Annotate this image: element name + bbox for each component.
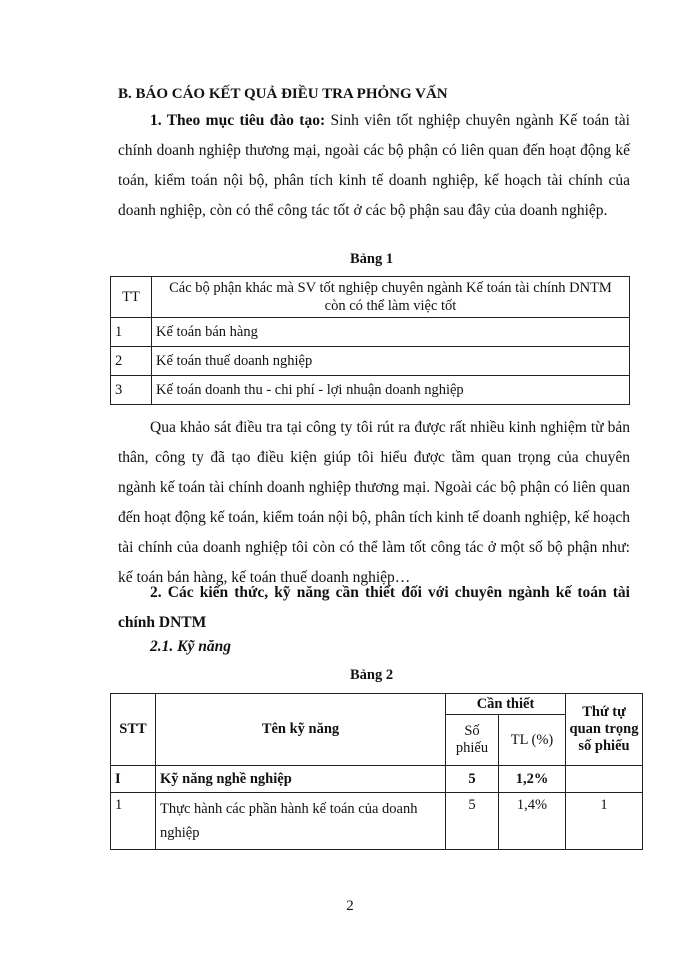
table1-cell-text: Kế toán doanh thu - chi phí - lợi nhuận doanh nghiệp [152,376,630,405]
paragraph-text: Sinh viên tốt nghiệp chuyên ngành Kế toán tài chính doanh nghiệp thương mại, ngoài các bộ phận có liên quan đến hoạt động kế toán, kiểm toán nội bộ, phân tích kinh tế doanh nghiệp, kế hoạch tài chính của doanh nghiệp, còn có thể công tác tốt ở các bộ phận sau đây của doanh nghiệp. [118,112,630,219]
table2-cell-name: Kỹ năng nghề nghiệp [156,766,446,793]
table2-cell-stt: I [111,766,156,793]
table2-header-votes: Số phiếu [446,715,499,766]
table1-cell-no: 3 [111,376,152,405]
table1-header-tt: TT [111,277,152,318]
table-1 [110,276,630,405]
page-number: 2 [346,898,354,914]
table2-header-ratio: TL (%) [499,715,566,766]
section-heading: B. BÁO CÁO KẾT QUẢ ĐIỀU TRA PHỎNG VẤN [118,86,448,102]
heading-knowledge-skills: 2. Các kiến thức, kỹ năng cần thiết đối với chuyên ngành kế toán tài chính DNTM [118,584,630,631]
table1-caption: Bảng 1 [350,251,394,267]
paragraph-lead: 1. Theo mục tiêu đào tạo: [150,112,326,129]
table2-header-rank: Thứ tự quan trọng số phiếu [566,694,643,766]
table2-cell-ratio: 1,4% [499,793,566,850]
table1-cell-text: Kế toán bán hàng [152,318,630,347]
table2-cell-ratio: 1,2% [499,766,566,793]
table2-cell-votes: 5 [446,766,499,793]
paragraph-training-goals [118,106,630,226]
table2-cell-rank [566,766,643,793]
table1-cell-no: 1 [111,318,152,347]
table2-header-need: Cần thiết [446,694,566,715]
table1-header-desc: Các bộ phận khác mà SV tốt nghiệp chuyên ngành Kế toán tài chính DNTM còn có thể làm việc tốt [152,277,630,318]
table-row [111,766,643,793]
table2-caption: Bảng 2 [350,667,394,683]
table1-header-row [111,277,630,318]
table-row [111,793,643,850]
table-row [111,318,630,347]
heading-skills: 2.1. Kỹ năng [150,638,231,655]
table1-cell-text: Kế toán thuế doanh nghiệp [152,347,630,376]
table-2 [110,693,643,850]
table-row [111,376,630,405]
table2-header-stt: STT [111,694,156,766]
paragraph-survey: Qua khảo sát điều tra tại công ty tôi rút ra được rất nhiều kinh nghiệm từ bản thân, công ty đã tạo điều kiện giúp tôi hiểu được tầm quan trọng của chuyên ngành kế toán tài chính doanh nghiệp thương mại. Ngoài các bộ phận có liên quan đến hoạt động kế toán, kiểm toán nội bộ, phân tích kinh tế doanh nghiệp, kế hoạch tài chính của doanh nghiệp tôi còn có thể làm tốt công tác ở một số bộ phận như: kế toán bán hàng, kế toán thuế doanh nghiệp… [118,419,630,586]
table-row [111,347,630,376]
table2-cell-name: Thực hành các phần hành kế toán của doanh nghiệp [156,793,446,850]
table2-cell-stt: 1 [111,793,156,850]
table1-cell-no: 2 [111,347,152,376]
table2-cell-votes: 5 [446,793,499,850]
table2-cell-rank: 1 [566,793,643,850]
table2-header-row-1 [111,694,643,715]
table2-header-name: Tên kỹ năng [156,694,446,766]
